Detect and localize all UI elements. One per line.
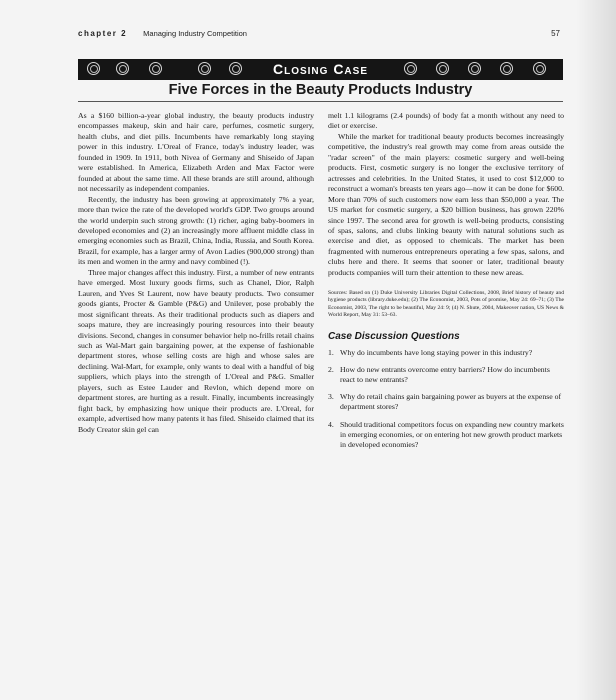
- case-title: Five Forces in the Beauty Products Industry: [168, 82, 473, 98]
- paragraph: While the market for traditional beauty products becomes increasingly competitive, the industry's real growth may come from areas outside the "radar screen" of the main players: cosmetic surgery and well-being products. First, cosmetic surgery is no longer the exclusive territory of actresses and celebrities. In the United States, it used to cost $12,000 to reconstruct a woman's breasts ten years ago—now it can be done for $600. More than 70% of such customers now earn less than $50,000 a year. The US market for cosmetic surgery, a $20 billion business, has grown 220% since 1997. The second area for growth is well-being products, consisting of spas, salons, and clubs linking beauty with natural solutions such as exercise and diet, as opposed to chemicals. The market has been fragmented with numerous entrepreneurs operating a few spas, salons, and clubs here and there. It seems that sooner or later, traditional beauty products companies will turn their attention to these new areas.: [328, 131, 564, 277]
- list-item: [328, 365, 564, 385]
- section-label: Managing Industry Competition: [143, 29, 247, 38]
- question-number: 4.: [328, 419, 334, 429]
- list-item: [328, 348, 564, 358]
- title-divider: [78, 101, 563, 102]
- question-text: How do new entrants overcome entry barriers? How do incumbents react to new entrants?: [340, 364, 550, 384]
- closing-case-label: Closing Case: [267, 61, 374, 77]
- question-number: 2.: [328, 364, 334, 374]
- questions-list: [328, 348, 564, 451]
- paragraph: Recently, the industry has been growing at approximately 7% a year, more than twice the rate of the developed world's GDP. Two groups around the world underpin such strong growth: (1) richer, aging baby-boomers in developed economies and (2) an increasingly more affluent middle class in emerging economies such as Brazil, China, India, Russia, and South Korea. Brazil, for example, has a larger army of Avon Ladies (900,000 strong) than its men and women in the army and navy combined (!).: [78, 194, 314, 267]
- question-number: 3.: [328, 392, 334, 402]
- list-item: [328, 420, 564, 451]
- sources-note: Sources: Based on (1) Duke University Libraries Digital Collections, 2008, Brief history of beauty and hygiene products (library.duke.edu); (2) The Economist, 2003, Pots of promise, May 24: 69–71; (3) The Economist, 2003, The right to be beautiful, May 24: 9; (4) N. Shute, 2004, Makeover nation, US News & World Report, May 31: 53–63.: [328, 290, 564, 318]
- question-text: Why do incumbents have long staying power in this industry?: [340, 347, 533, 357]
- right-column: [328, 111, 564, 457]
- questions-heading: Case Discussion Questions: [328, 331, 460, 343]
- paragraph: As a $160 billion-a-year global industry, the beauty products industry encompasses makeup, skin and hair care, perfumes, cosmetic surgery, health clubs, and diet pills. Incumbents have remarkably long staying power in this industry. L'Oreal of France, today's industry leader, was founded in 1909. In 1911, both Nivea of Germany and Shiseido of Japan were established. In America, Elizabeth Arden and Max Factor were founded at about the same time. All these brands are still around, although not necessarily as independent companies.: [78, 111, 314, 194]
- page-edge-shadow: [576, 0, 616, 700]
- question-number: 1.: [328, 347, 334, 357]
- closing-case-banner: [78, 59, 563, 80]
- paragraph: Three major changes affect this industry. First, a number of new entrants have emerged. Most luxury goods firms, such as Chanel, Dior, Ralph Lauren, and Yves St Laurent, now have beauty products. Two consumer goods giants, Procter & Gamble (P&G) and Unilever, pose probably the most significant threats. As their traditional products such as diapers and soaps mature, they are increasingly pouring resources into their beauty divisions. Second, changes in consumer behavior help no-frills retail chains such as Wal-Mart gain bargaining power, at the expense of fashionable department stores, whose selling costs are high and whose sales are declining. Wal-Mart, for example, only wants to deal with a handful of big suppliers, which plays into the strength of L'Oreal and P&G. Smaller players, such as Estee Lauder and Revlon, which depend more on department stores, are hurting as a result. Finally, incumbents increasingly fight back, by emphasizing how unique their products are. L'Oreal, for example, advertised how many patents it has filed. Shiseido claimed that its Body Creator skin gel can: [78, 267, 314, 434]
- list-item: [328, 392, 564, 412]
- question-text: Should traditional competitors focus on expanding new country markets in emerging economies, or on entering hot new growth product markets in developed economies?: [340, 419, 564, 449]
- paragraph: melt 1.1 kilograms (2.4 pounds) of body fat a month without any need to diet or exercise.: [328, 111, 564, 131]
- question-text: Why do retail chains gain bargaining power as buyers at the expense of department stores?: [340, 392, 562, 412]
- left-column: [78, 111, 314, 435]
- page-number: 57: [551, 29, 560, 38]
- running-head: [78, 29, 560, 38]
- chapter-label: chapter 2: [78, 29, 128, 38]
